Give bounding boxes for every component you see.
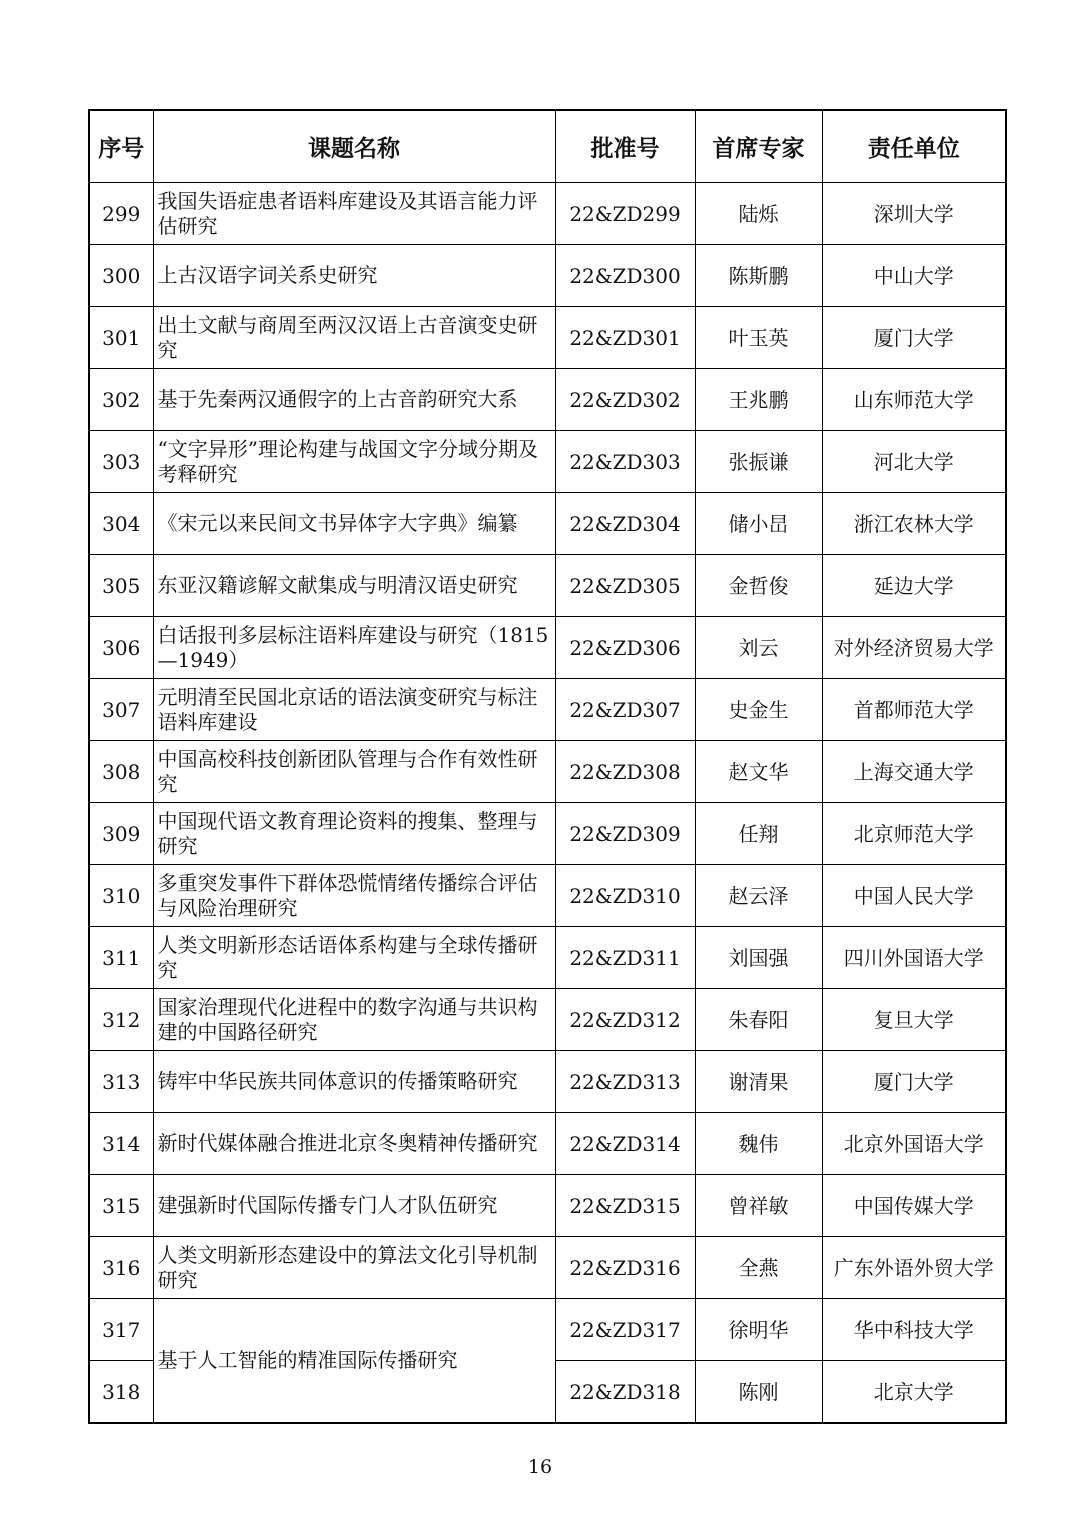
table-row	[89, 493, 1006, 555]
cell-no: 305	[89, 555, 153, 617]
cell-unit: 中国人民大学	[822, 865, 1006, 927]
cell-approval: 22&ZD307	[555, 679, 695, 741]
cell-approval: 22&ZD306	[555, 617, 695, 679]
cell-approval: 22&ZD303	[555, 431, 695, 493]
cell-approval: 22&ZD313	[555, 1051, 695, 1113]
projects-table	[88, 109, 1007, 1424]
cell-no: 316	[89, 1237, 153, 1299]
cell-approval: 22&ZD300	[555, 245, 695, 307]
cell-unit: 广东外语外贸大学	[822, 1237, 1006, 1299]
cell-no: 301	[89, 307, 153, 369]
cell-title: 基于人工智能的精准国际传播研究	[153, 1299, 555, 1424]
cell-unit: 上海交通大学	[822, 741, 1006, 803]
table-row	[89, 307, 1006, 369]
cell-expert: 赵文华	[695, 741, 822, 803]
cell-expert: 张振谦	[695, 431, 822, 493]
table-row	[89, 803, 1006, 865]
cell-approval: 22&ZD310	[555, 865, 695, 927]
cell-expert: 曾祥敏	[695, 1175, 822, 1237]
page-number: 16	[527, 1456, 553, 1478]
table-row	[89, 865, 1006, 927]
table-row	[89, 741, 1006, 803]
cell-title: 基于先秦两汉通假字的上古音韵研究大系	[153, 369, 555, 431]
cell-no: 313	[89, 1051, 153, 1113]
cell-title: 我国失语症患者语料库建设及其语言能力评估研究	[153, 183, 555, 245]
cell-title: 中国现代语文教育理论资料的搜集、整理与研究	[153, 803, 555, 865]
table-row	[89, 1113, 1006, 1175]
cell-title: 国家治理现代化进程中的数字沟通与共识构建的中国路径研究	[153, 989, 555, 1051]
cell-unit: 北京大学	[822, 1361, 1006, 1424]
cell-no: 314	[89, 1113, 153, 1175]
cell-title: 人类文明新形态建设中的算法文化引导机制研究	[153, 1237, 555, 1299]
table-row	[89, 1051, 1006, 1113]
table-row	[89, 617, 1006, 679]
cell-unit: 中山大学	[822, 245, 1006, 307]
cell-approval: 22&ZD308	[555, 741, 695, 803]
cell-title: 元明清至民国北京话的语法演变研究与标注语料库建设	[153, 679, 555, 741]
header-approval: 批准号	[555, 110, 695, 183]
cell-expert: 赵云泽	[695, 865, 822, 927]
cell-expert: 叶玉英	[695, 307, 822, 369]
cell-approval: 22&ZD312	[555, 989, 695, 1051]
cell-no: 312	[89, 989, 153, 1051]
cell-no: 318	[89, 1361, 153, 1424]
cell-approval: 22&ZD311	[555, 927, 695, 989]
cell-expert: 全燕	[695, 1237, 822, 1299]
header-title: 课题名称	[153, 110, 555, 183]
cell-unit: 厦门大学	[822, 1051, 1006, 1113]
cell-approval: 22&ZD304	[555, 493, 695, 555]
header-unit: 责任单位	[822, 110, 1006, 183]
cell-no: 299	[89, 183, 153, 245]
cell-unit: 深圳大学	[822, 183, 1006, 245]
table-row	[89, 927, 1006, 989]
cell-title: 建强新时代国际传播专门人才队伍研究	[153, 1175, 555, 1237]
cell-title: 白话报刊多层标注语料库建设与研究（1815—1949）	[153, 617, 555, 679]
cell-approval: 22&ZD309	[555, 803, 695, 865]
cell-unit: 北京师范大学	[822, 803, 1006, 865]
cell-expert: 任翔	[695, 803, 822, 865]
cell-approval: 22&ZD302	[555, 369, 695, 431]
table-row	[89, 1175, 1006, 1237]
cell-expert: 刘国强	[695, 927, 822, 989]
cell-expert: 徐明华	[695, 1299, 822, 1361]
cell-approval: 22&ZD317	[555, 1299, 695, 1361]
table-row	[89, 245, 1006, 307]
cell-no: 307	[89, 679, 153, 741]
cell-no: 315	[89, 1175, 153, 1237]
cell-title: 《宋元以来民间文书异体字大字典》编纂	[153, 493, 555, 555]
header-row	[89, 110, 1006, 183]
cell-no: 306	[89, 617, 153, 679]
cell-unit: 浙江农林大学	[822, 493, 1006, 555]
cell-approval: 22&ZD314	[555, 1113, 695, 1175]
cell-expert: 谢清果	[695, 1051, 822, 1113]
cell-unit: 首都师范大学	[822, 679, 1006, 741]
cell-approval: 22&ZD315	[555, 1175, 695, 1237]
cell-unit: 对外经济贸易大学	[822, 617, 1006, 679]
cell-unit: 山东师范大学	[822, 369, 1006, 431]
cell-title: 多重突发事件下群体恐慌情绪传播综合评估与风险治理研究	[153, 865, 555, 927]
cell-unit: 厦门大学	[822, 307, 1006, 369]
cell-unit: 中国传媒大学	[822, 1175, 1006, 1237]
cell-title: 出土文献与商周至两汉汉语上古音演变史研究	[153, 307, 555, 369]
table-row	[89, 1299, 1006, 1361]
cell-expert: 陈斯鹏	[695, 245, 822, 307]
header-expert: 首席专家	[695, 110, 822, 183]
cell-approval: 22&ZD301	[555, 307, 695, 369]
cell-expert: 陈刚	[695, 1361, 822, 1424]
table-row	[89, 183, 1006, 245]
cell-unit: 四川外国语大学	[822, 927, 1006, 989]
cell-expert: 朱春阳	[695, 989, 822, 1051]
cell-title: “文字异形”理论构建与战国文字分域分期及考释研究	[153, 431, 555, 493]
cell-unit: 河北大学	[822, 431, 1006, 493]
table-row	[89, 1237, 1006, 1299]
cell-expert: 刘云	[695, 617, 822, 679]
cell-unit: 北京外国语大学	[822, 1113, 1006, 1175]
table-row	[89, 431, 1006, 493]
cell-no: 317	[89, 1299, 153, 1361]
table-row	[89, 369, 1006, 431]
header-no: 序号	[89, 110, 153, 183]
cell-unit: 延边大学	[822, 555, 1006, 617]
cell-title: 中国高校科技创新团队管理与合作有效性研究	[153, 741, 555, 803]
cell-expert: 储小旵	[695, 493, 822, 555]
cell-no: 310	[89, 865, 153, 927]
cell-no: 308	[89, 741, 153, 803]
table-row	[89, 989, 1006, 1051]
cell-expert: 王兆鹏	[695, 369, 822, 431]
cell-no: 302	[89, 369, 153, 431]
cell-title: 铸牢中华民族共同体意识的传播策略研究	[153, 1051, 555, 1113]
cell-expert: 陆烁	[695, 183, 822, 245]
cell-no: 304	[89, 493, 153, 555]
cell-approval: 22&ZD299	[555, 183, 695, 245]
cell-unit: 华中科技大学	[822, 1299, 1006, 1361]
cell-approval: 22&ZD305	[555, 555, 695, 617]
cell-no: 300	[89, 245, 153, 307]
cell-title: 东亚汉籍谚解文献集成与明清汉语史研究	[153, 555, 555, 617]
cell-approval: 22&ZD318	[555, 1361, 695, 1424]
cell-approval: 22&ZD316	[555, 1237, 695, 1299]
cell-title: 上古汉语字词关系史研究	[153, 245, 555, 307]
cell-unit: 复旦大学	[822, 989, 1006, 1051]
cell-no: 309	[89, 803, 153, 865]
table-body	[89, 183, 1006, 1424]
table-row	[89, 555, 1006, 617]
cell-title: 人类文明新形态话语体系构建与全球传播研究	[153, 927, 555, 989]
cell-no: 311	[89, 927, 153, 989]
cell-expert: 史金生	[695, 679, 822, 741]
cell-expert: 魏伟	[695, 1113, 822, 1175]
table-row	[89, 679, 1006, 741]
cell-no: 303	[89, 431, 153, 493]
cell-expert: 金哲俊	[695, 555, 822, 617]
cell-title: 新时代媒体融合推进北京冬奥精神传播研究	[153, 1113, 555, 1175]
